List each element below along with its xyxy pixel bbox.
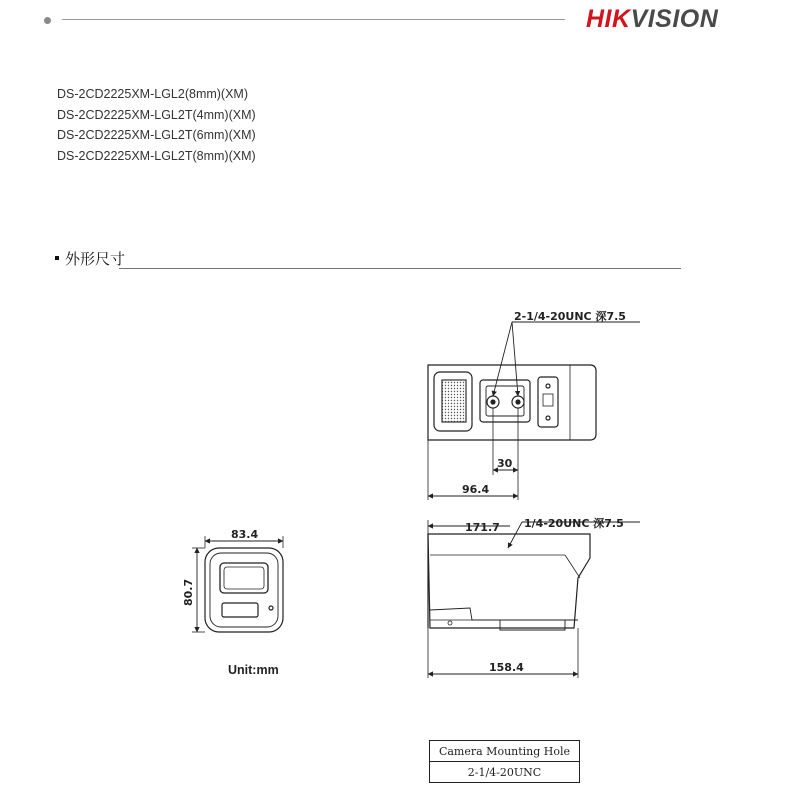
vent-grid (442, 380, 466, 422)
logo-secondary: VISION (630, 5, 719, 33)
dim-171-7: 171.7 (465, 521, 500, 534)
dim-83-4: 83.4 (231, 528, 259, 541)
side-callout: 1/4-20UNC 深7.5 (524, 517, 624, 530)
dim-158-4: 158.4 (489, 661, 524, 674)
front-lens-window (220, 563, 268, 593)
mounting-hole-table (429, 740, 580, 783)
front-housing (205, 548, 283, 632)
logo-primary: HIK (586, 5, 631, 33)
model-item: DS-2CD2225XM-LGL2T(8mm)(XM) (57, 148, 256, 163)
bottom-view (428, 322, 640, 500)
dim-30: 30 (497, 457, 513, 470)
unit-label: Unit:mm (228, 663, 279, 677)
front-ir-panel (222, 603, 258, 617)
model-item: DS-2CD2225XM-LGL2T(6mm)(XM) (57, 128, 256, 142)
side-body-outline (428, 534, 590, 628)
side-view (428, 520, 640, 678)
model-item: DS-2CD2225XM-LGL2(8mm)(XM) (57, 87, 249, 101)
dim-96-4: 96.4 (462, 483, 490, 496)
dim-80-7: 80.7 (182, 578, 195, 606)
model-item: DS-2CD2225XM-LGL2T(4mm)(XM) (57, 107, 256, 122)
bottom-callout: 2-1/4-20UNC 深7.5 (514, 310, 626, 323)
section-title: 外形尺寸 (65, 250, 126, 268)
front-view (192, 536, 283, 632)
mount-table-value: 2-1/4-20UNC (430, 762, 580, 783)
mount-table-header: Camera Mounting Hole (430, 741, 580, 762)
